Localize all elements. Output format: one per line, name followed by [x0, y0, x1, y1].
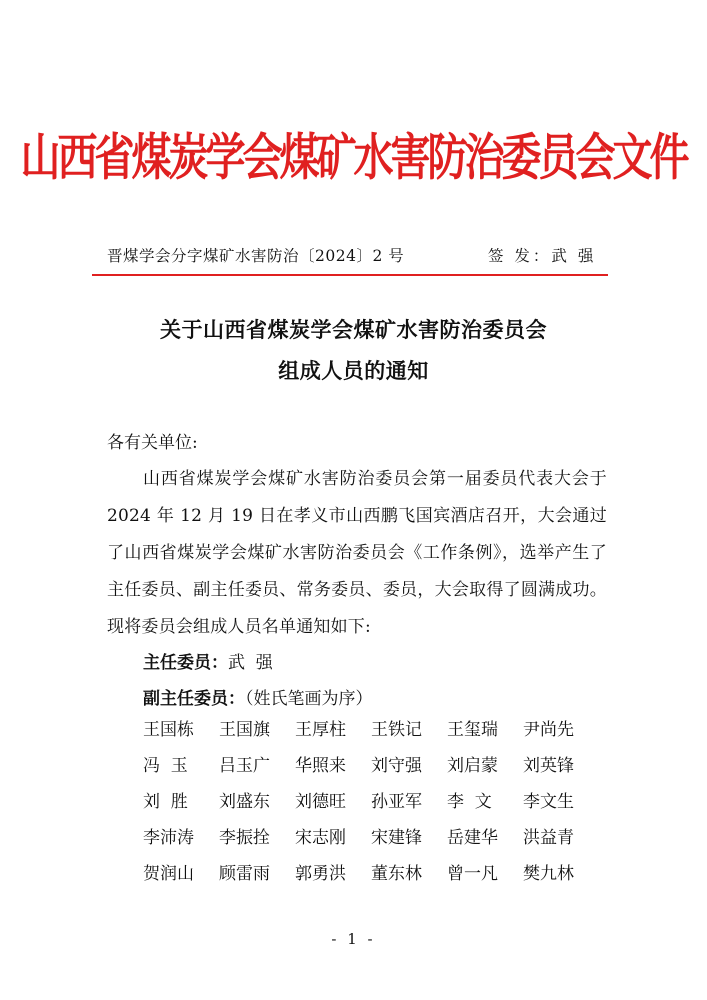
member-name: 王铁记 — [371, 720, 422, 740]
member-name: 冯 玉 — [143, 756, 188, 776]
document-header-title: 山西省煤炭学会煤矿水害防治委员会文件 — [20, 128, 687, 187]
member-name: 樊九林 — [523, 864, 574, 884]
member-name: 洪益青 — [523, 828, 574, 848]
page-number: - 1 - — [331, 930, 376, 948]
member-name: 吕玉广 — [219, 756, 270, 776]
vice-chair-note: （姓氏笔画为序） — [245, 689, 373, 709]
member-name: 李 文 — [447, 792, 492, 812]
vice-chair-label: 副主任委员： — [143, 689, 245, 709]
document-number: 晋煤学会分字煤矿水害防治〔2024〕2 号 — [107, 247, 405, 265]
notice-title-line-1: 关于山西省煤炭学会煤矿水害防治委员会 — [160, 317, 547, 342]
chair-name: 武 强 — [228, 653, 273, 673]
member-name: 刘守强 — [371, 756, 422, 776]
member-name: 刘英锋 — [523, 756, 574, 776]
member-name: 刘德旺 — [295, 792, 346, 812]
member-name: 李振拴 — [219, 828, 270, 848]
salutation: 各有关单位: — [107, 433, 198, 453]
member-name: 王国栋 — [143, 720, 194, 740]
vice-chair-names-grid — [143, 718, 603, 886]
chair-label: 主任委员： — [143, 653, 228, 673]
member-name: 董东林 — [371, 864, 422, 884]
member-name: 贺润山 — [143, 864, 194, 884]
member-name: 王玺瑞 — [447, 720, 498, 740]
member-name: 尹尚先 — [523, 720, 574, 740]
member-name: 李沛涛 — [143, 828, 194, 848]
member-name: 王国旗 — [219, 720, 270, 740]
member-name: 郭勇洪 — [295, 864, 346, 884]
notice-title-line-2: 组成人员的通知 — [278, 358, 429, 383]
member-name: 刘 胜 — [143, 792, 188, 812]
member-name: 曾一凡 — [447, 864, 498, 884]
member-name: 岳建华 — [447, 828, 498, 848]
member-name: 孙亚军 — [371, 792, 422, 812]
member-name: 顾雷雨 — [219, 864, 270, 884]
vice-chair-line — [143, 684, 373, 709]
body-paragraph: 山西省煤炭学会煤矿水害防治委员会第一届委员代表大会于 2024 年 12 月 19 日在孝义市山西鹏飞国宾酒店召开，大会通过了山西省煤炭学会煤矿水害防治委员会《工作条例》，选举产生了主任委员、副主任委员、常务委员、委员，大会取得了圆满成功。现将委员会组成人员名单通知如下: — [107, 469, 607, 637]
member-name: 华照来 — [295, 756, 346, 776]
red-divider-line — [92, 274, 608, 276]
member-name: 宋建锋 — [371, 828, 422, 848]
member-name: 宋志刚 — [295, 828, 346, 848]
member-name: 刘盛东 — [219, 792, 270, 812]
member-name: 王厚柱 — [295, 720, 346, 740]
signer: 签 发：武 强 — [488, 247, 597, 265]
member-name: 刘启蒙 — [447, 756, 498, 776]
chair-line — [143, 648, 273, 673]
member-name: 李文生 — [523, 792, 574, 812]
